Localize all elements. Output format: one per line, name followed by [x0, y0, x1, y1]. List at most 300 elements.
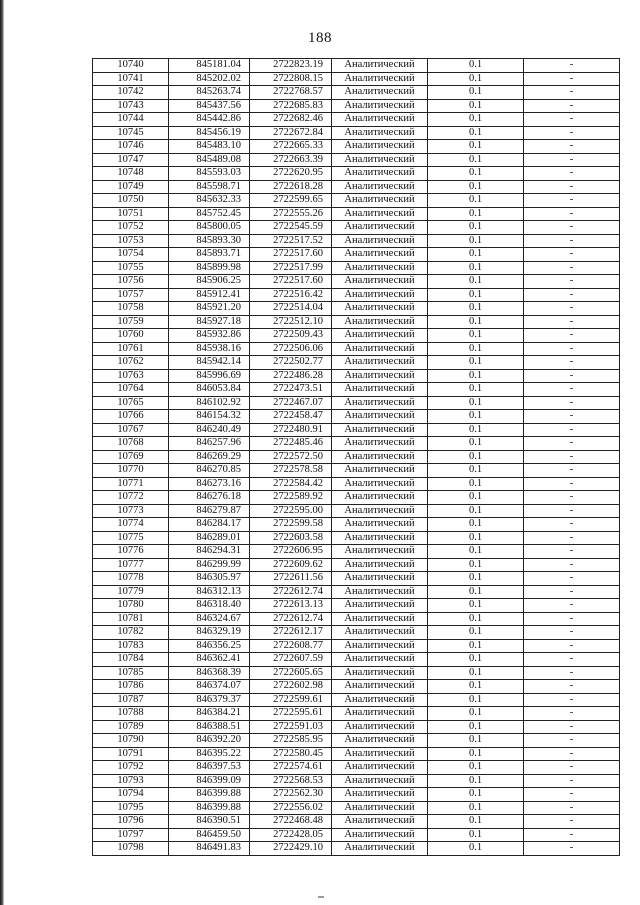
method-cell: Аналитический — [332, 599, 428, 613]
accuracy-cell: 0.1 — [428, 288, 524, 302]
y-coordinate-cell: 2722595.00 — [250, 504, 332, 518]
point-number-cell: 10778 — [93, 572, 169, 586]
y-coordinate-cell: 2722665.33 — [250, 140, 332, 154]
y-coordinate-cell: 2722578.58 — [250, 464, 332, 478]
table-row — [93, 626, 620, 640]
accuracy-cell: 0.1 — [428, 153, 524, 167]
table-row — [93, 450, 620, 464]
x-coordinate-cell: 846392.20 — [169, 734, 250, 748]
table-row — [93, 59, 620, 73]
note-cell: - — [524, 315, 620, 329]
method-cell: Аналитический — [332, 761, 428, 775]
note-cell: - — [524, 383, 620, 397]
y-coordinate-cell: 2722568.53 — [250, 774, 332, 788]
y-coordinate-cell: 2722512.10 — [250, 315, 332, 329]
table-row — [93, 275, 620, 289]
x-coordinate-cell: 846276.18 — [169, 491, 250, 505]
x-coordinate-cell: 845912.41 — [169, 288, 250, 302]
method-cell: Аналитический — [332, 261, 428, 275]
note-cell: - — [524, 221, 620, 235]
accuracy-cell: 0.1 — [428, 140, 524, 154]
note-cell: - — [524, 59, 620, 73]
table-row — [93, 180, 620, 194]
method-cell: Аналитический — [332, 828, 428, 842]
method-cell: Аналитический — [332, 747, 428, 761]
point-number-cell: 10776 — [93, 545, 169, 559]
x-coordinate-cell: 846294.31 — [169, 545, 250, 559]
point-number-cell: 10768 — [93, 437, 169, 451]
y-coordinate-cell: 2722609.62 — [250, 558, 332, 572]
method-cell: Аналитический — [332, 666, 428, 680]
method-cell: Аналитический — [332, 801, 428, 815]
accuracy-cell: 0.1 — [428, 396, 524, 410]
x-coordinate-cell: 845489.08 — [169, 153, 250, 167]
table-row — [93, 504, 620, 518]
method-cell: Аналитический — [332, 585, 428, 599]
method-cell: Аналитический — [332, 572, 428, 586]
y-coordinate-cell: 2722599.58 — [250, 518, 332, 532]
table-row — [93, 86, 620, 100]
point-number-cell: 10770 — [93, 464, 169, 478]
table-row — [93, 288, 620, 302]
point-number-cell: 10787 — [93, 693, 169, 707]
note-cell: - — [524, 72, 620, 86]
table-row — [93, 612, 620, 626]
x-coordinate-cell: 846459.50 — [169, 828, 250, 842]
table-row — [93, 369, 620, 383]
point-number-cell: 10752 — [93, 221, 169, 235]
accuracy-cell: 0.1 — [428, 342, 524, 356]
accuracy-cell: 0.1 — [428, 180, 524, 194]
y-coordinate-cell: 2722509.43 — [250, 329, 332, 343]
table-row — [93, 653, 620, 667]
accuracy-cell: 0.1 — [428, 437, 524, 451]
method-cell: Аналитический — [332, 153, 428, 167]
table-row — [93, 518, 620, 532]
y-coordinate-cell: 2722607.59 — [250, 653, 332, 667]
method-cell: Аналитический — [332, 207, 428, 221]
y-coordinate-cell: 2722602.98 — [250, 680, 332, 694]
note-cell: - — [524, 693, 620, 707]
x-coordinate-cell: 846384.21 — [169, 707, 250, 721]
x-coordinate-cell: 845938.16 — [169, 342, 250, 356]
y-coordinate-cell: 2722480.91 — [250, 423, 332, 437]
point-number-cell: 10788 — [93, 707, 169, 721]
table-row — [93, 113, 620, 127]
table-row — [93, 194, 620, 208]
table-row — [93, 167, 620, 181]
note-cell: - — [524, 815, 620, 829]
y-coordinate-cell: 2722612.17 — [250, 626, 332, 640]
x-coordinate-cell: 845483.10 — [169, 140, 250, 154]
method-cell: Аналитический — [332, 302, 428, 316]
note-cell: - — [524, 666, 620, 680]
point-number-cell: 10782 — [93, 626, 169, 640]
point-number-cell: 10760 — [93, 329, 169, 343]
note-cell: - — [524, 356, 620, 370]
method-cell: Аналитический — [332, 221, 428, 235]
table-row — [93, 585, 620, 599]
x-coordinate-cell: 846362.41 — [169, 653, 250, 667]
note-cell: - — [524, 491, 620, 505]
y-coordinate-cell: 2722589.92 — [250, 491, 332, 505]
point-number-cell: 10775 — [93, 531, 169, 545]
point-number-cell: 10754 — [93, 248, 169, 262]
x-coordinate-cell: 845442.86 — [169, 113, 250, 127]
note-cell: - — [524, 518, 620, 532]
method-cell: Аналитический — [332, 707, 428, 721]
note-cell: - — [524, 207, 620, 221]
accuracy-cell: 0.1 — [428, 221, 524, 235]
accuracy-cell: 0.1 — [428, 653, 524, 667]
y-coordinate-cell: 2722611.56 — [250, 572, 332, 586]
accuracy-cell: 0.1 — [428, 599, 524, 613]
table-row — [93, 707, 620, 721]
method-cell: Аналитический — [332, 275, 428, 289]
table-row — [93, 801, 620, 815]
note-cell: - — [524, 626, 620, 640]
x-coordinate-cell: 845921.20 — [169, 302, 250, 316]
y-coordinate-cell: 2722517.60 — [250, 275, 332, 289]
y-coordinate-cell: 2722584.42 — [250, 477, 332, 491]
point-number-cell: 10773 — [93, 504, 169, 518]
accuracy-cell: 0.1 — [428, 734, 524, 748]
note-cell: - — [524, 639, 620, 653]
method-cell: Аналитический — [332, 410, 428, 424]
note-cell: - — [524, 180, 620, 194]
accuracy-cell: 0.1 — [428, 680, 524, 694]
method-cell: Аналитический — [332, 531, 428, 545]
note-cell: - — [524, 140, 620, 154]
method-cell: Аналитический — [332, 113, 428, 127]
y-coordinate-cell: 2722672.84 — [250, 126, 332, 140]
accuracy-cell: 0.1 — [428, 612, 524, 626]
y-coordinate-cell: 2722599.65 — [250, 194, 332, 208]
x-coordinate-cell: 846356.25 — [169, 639, 250, 653]
x-coordinate-cell: 846240.49 — [169, 423, 250, 437]
x-coordinate-cell: 845996.69 — [169, 369, 250, 383]
accuracy-cell: 0.1 — [428, 194, 524, 208]
method-cell: Аналитический — [332, 194, 428, 208]
note-cell: - — [524, 653, 620, 667]
x-coordinate-cell: 845202.02 — [169, 72, 250, 86]
accuracy-cell: 0.1 — [428, 558, 524, 572]
table-row — [93, 599, 620, 613]
x-coordinate-cell: 846397.53 — [169, 761, 250, 775]
note-cell: - — [524, 396, 620, 410]
note-cell: - — [524, 275, 620, 289]
x-coordinate-cell: 846374.07 — [169, 680, 250, 694]
coordinates-table-body — [93, 59, 620, 856]
y-coordinate-cell: 2722506.06 — [250, 342, 332, 356]
x-coordinate-cell: 845598.71 — [169, 180, 250, 194]
table-row — [93, 464, 620, 478]
accuracy-cell: 0.1 — [428, 828, 524, 842]
table-row — [93, 531, 620, 545]
table-row — [93, 153, 620, 167]
y-coordinate-cell: 2722545.59 — [250, 221, 332, 235]
table-row — [93, 234, 620, 248]
table-row — [93, 720, 620, 734]
y-coordinate-cell: 2722612.74 — [250, 585, 332, 599]
point-number-cell: 10761 — [93, 342, 169, 356]
y-coordinate-cell: 2722603.58 — [250, 531, 332, 545]
x-coordinate-cell: 846324.67 — [169, 612, 250, 626]
note-cell: - — [524, 153, 620, 167]
table-row — [93, 477, 620, 491]
table-row — [93, 558, 620, 572]
point-number-cell: 10772 — [93, 491, 169, 505]
table-row — [93, 680, 620, 694]
accuracy-cell: 0.1 — [428, 315, 524, 329]
method-cell: Аналитический — [332, 315, 428, 329]
method-cell: Аналитический — [332, 342, 428, 356]
method-cell: Аналитический — [332, 720, 428, 734]
method-cell: Аналитический — [332, 491, 428, 505]
accuracy-cell: 0.1 — [428, 99, 524, 113]
method-cell: Аналитический — [332, 558, 428, 572]
table-row — [93, 329, 620, 343]
method-cell: Аналитический — [332, 788, 428, 802]
point-number-cell: 10781 — [93, 612, 169, 626]
method-cell: Аналитический — [332, 248, 428, 262]
point-number-cell: 10743 — [93, 99, 169, 113]
method-cell: Аналитический — [332, 383, 428, 397]
y-coordinate-cell: 2722574.61 — [250, 761, 332, 775]
method-cell: Аналитический — [332, 639, 428, 653]
note-cell: - — [524, 410, 620, 424]
scan-speck — [318, 896, 324, 898]
point-number-cell: 10765 — [93, 396, 169, 410]
x-coordinate-cell: 846399.88 — [169, 801, 250, 815]
table-row — [93, 99, 620, 113]
y-coordinate-cell: 2722514.04 — [250, 302, 332, 316]
table-row — [93, 410, 620, 424]
x-coordinate-cell: 846257.96 — [169, 437, 250, 451]
accuracy-cell: 0.1 — [428, 788, 524, 802]
y-coordinate-cell: 2722486.28 — [250, 369, 332, 383]
method-cell: Аналитический — [332, 626, 428, 640]
method-cell: Аналитический — [332, 612, 428, 626]
note-cell: - — [524, 99, 620, 113]
accuracy-cell: 0.1 — [428, 626, 524, 640]
note-cell: - — [524, 464, 620, 478]
table-row — [93, 302, 620, 316]
note-cell: - — [524, 828, 620, 842]
table-row — [93, 666, 620, 680]
point-number-cell: 10780 — [93, 599, 169, 613]
table-row — [93, 221, 620, 235]
accuracy-cell: 0.1 — [428, 275, 524, 289]
accuracy-cell: 0.1 — [428, 572, 524, 586]
note-cell: - — [524, 423, 620, 437]
note-cell: - — [524, 261, 620, 275]
table-row — [93, 842, 620, 856]
table-row — [93, 72, 620, 86]
point-number-cell: 10745 — [93, 126, 169, 140]
x-coordinate-cell: 845893.30 — [169, 234, 250, 248]
accuracy-cell: 0.1 — [428, 464, 524, 478]
table-row — [93, 342, 620, 356]
note-cell: - — [524, 801, 620, 815]
point-number-cell: 10791 — [93, 747, 169, 761]
x-coordinate-cell: 846270.85 — [169, 464, 250, 478]
method-cell: Аналитический — [332, 653, 428, 667]
table-row — [93, 126, 620, 140]
method-cell: Аналитический — [332, 167, 428, 181]
y-coordinate-cell: 2722612.74 — [250, 612, 332, 626]
table-row — [93, 788, 620, 802]
point-number-cell: 10763 — [93, 369, 169, 383]
x-coordinate-cell: 846299.99 — [169, 558, 250, 572]
y-coordinate-cell: 2722620.95 — [250, 167, 332, 181]
note-cell: - — [524, 126, 620, 140]
point-number-cell: 10777 — [93, 558, 169, 572]
x-coordinate-cell: 845899.98 — [169, 261, 250, 275]
x-coordinate-cell: 846305.97 — [169, 572, 250, 586]
method-cell: Аналитический — [332, 545, 428, 559]
table-row — [93, 423, 620, 437]
y-coordinate-cell: 2722591.03 — [250, 720, 332, 734]
method-cell: Аналитический — [332, 369, 428, 383]
table-row — [93, 545, 620, 559]
point-number-cell: 10797 — [93, 828, 169, 842]
method-cell: Аналитический — [332, 680, 428, 694]
point-number-cell: 10762 — [93, 356, 169, 370]
y-coordinate-cell: 2722608.77 — [250, 639, 332, 653]
y-coordinate-cell: 2722555.26 — [250, 207, 332, 221]
method-cell: Аналитический — [332, 842, 428, 856]
point-number-cell: 10755 — [93, 261, 169, 275]
method-cell: Аналитический — [332, 734, 428, 748]
method-cell: Аналитический — [332, 477, 428, 491]
accuracy-cell: 0.1 — [428, 815, 524, 829]
accuracy-cell: 0.1 — [428, 801, 524, 815]
table-row — [93, 248, 620, 262]
y-coordinate-cell: 2722517.60 — [250, 248, 332, 262]
method-cell: Аналитический — [332, 356, 428, 370]
method-cell: Аналитический — [332, 180, 428, 194]
accuracy-cell: 0.1 — [428, 72, 524, 86]
accuracy-cell: 0.1 — [428, 383, 524, 397]
method-cell: Аналитический — [332, 140, 428, 154]
y-coordinate-cell: 2722580.45 — [250, 747, 332, 761]
point-number-cell: 10790 — [93, 734, 169, 748]
y-coordinate-cell: 2722517.52 — [250, 234, 332, 248]
y-coordinate-cell: 2722613.13 — [250, 599, 332, 613]
table-row — [93, 396, 620, 410]
y-coordinate-cell: 2722618.28 — [250, 180, 332, 194]
point-number-cell: 10779 — [93, 585, 169, 599]
accuracy-cell: 0.1 — [428, 423, 524, 437]
method-cell: Аналитический — [332, 423, 428, 437]
accuracy-cell: 0.1 — [428, 774, 524, 788]
accuracy-cell: 0.1 — [428, 126, 524, 140]
accuracy-cell: 0.1 — [428, 842, 524, 856]
note-cell: - — [524, 734, 620, 748]
y-coordinate-cell: 2722556.02 — [250, 801, 332, 815]
accuracy-cell: 0.1 — [428, 707, 524, 721]
x-coordinate-cell: 846053.84 — [169, 383, 250, 397]
note-cell: - — [524, 774, 620, 788]
coordinates-table — [92, 58, 620, 856]
method-cell: Аналитический — [332, 396, 428, 410]
method-cell: Аналитический — [332, 86, 428, 100]
note-cell: - — [524, 342, 620, 356]
scan-left-edge — [0, 0, 4, 905]
x-coordinate-cell: 846491.83 — [169, 842, 250, 856]
y-coordinate-cell: 2722605.65 — [250, 666, 332, 680]
x-coordinate-cell: 846318.40 — [169, 599, 250, 613]
y-coordinate-cell: 2722458.47 — [250, 410, 332, 424]
table-row — [93, 207, 620, 221]
point-number-cell: 10792 — [93, 761, 169, 775]
point-number-cell: 10742 — [93, 86, 169, 100]
accuracy-cell: 0.1 — [428, 693, 524, 707]
y-coordinate-cell: 2722485.46 — [250, 437, 332, 451]
method-cell: Аналитический — [332, 518, 428, 532]
note-cell: - — [524, 437, 620, 451]
table-row — [93, 140, 620, 154]
accuracy-cell: 0.1 — [428, 113, 524, 127]
table-row — [93, 761, 620, 775]
x-coordinate-cell: 846329.19 — [169, 626, 250, 640]
x-coordinate-cell: 846312.13 — [169, 585, 250, 599]
table-row — [93, 747, 620, 761]
point-number-cell: 10753 — [93, 234, 169, 248]
note-cell: - — [524, 302, 620, 316]
accuracy-cell: 0.1 — [428, 545, 524, 559]
accuracy-cell: 0.1 — [428, 666, 524, 680]
method-cell: Аналитический — [332, 437, 428, 451]
y-coordinate-cell: 2722572.50 — [250, 450, 332, 464]
point-number-cell: 10756 — [93, 275, 169, 289]
y-coordinate-cell: 2722428.05 — [250, 828, 332, 842]
table-row — [93, 261, 620, 275]
y-coordinate-cell: 2722562.30 — [250, 788, 332, 802]
accuracy-cell: 0.1 — [428, 302, 524, 316]
note-cell: - — [524, 194, 620, 208]
method-cell: Аналитический — [332, 99, 428, 113]
accuracy-cell: 0.1 — [428, 450, 524, 464]
x-coordinate-cell: 845942.14 — [169, 356, 250, 370]
table-row — [93, 734, 620, 748]
accuracy-cell: 0.1 — [428, 86, 524, 100]
note-cell: - — [524, 761, 620, 775]
x-coordinate-cell: 846368.39 — [169, 666, 250, 680]
point-number-cell: 10744 — [93, 113, 169, 127]
y-coordinate-cell: 2722429.10 — [250, 842, 332, 856]
y-coordinate-cell: 2722468.48 — [250, 815, 332, 829]
method-cell: Аналитический — [332, 72, 428, 86]
method-cell: Аналитический — [332, 288, 428, 302]
note-cell: - — [524, 329, 620, 343]
point-number-cell: 10774 — [93, 518, 169, 532]
note-cell: - — [524, 288, 620, 302]
point-number-cell: 10740 — [93, 59, 169, 73]
method-cell: Аналитический — [332, 59, 428, 73]
table-row — [93, 815, 620, 829]
accuracy-cell: 0.1 — [428, 234, 524, 248]
point-number-cell: 10785 — [93, 666, 169, 680]
accuracy-cell: 0.1 — [428, 585, 524, 599]
accuracy-cell: 0.1 — [428, 518, 524, 532]
table-row — [93, 828, 620, 842]
accuracy-cell: 0.1 — [428, 59, 524, 73]
x-coordinate-cell: 846399.09 — [169, 774, 250, 788]
note-cell: - — [524, 504, 620, 518]
point-number-cell: 10769 — [93, 450, 169, 464]
